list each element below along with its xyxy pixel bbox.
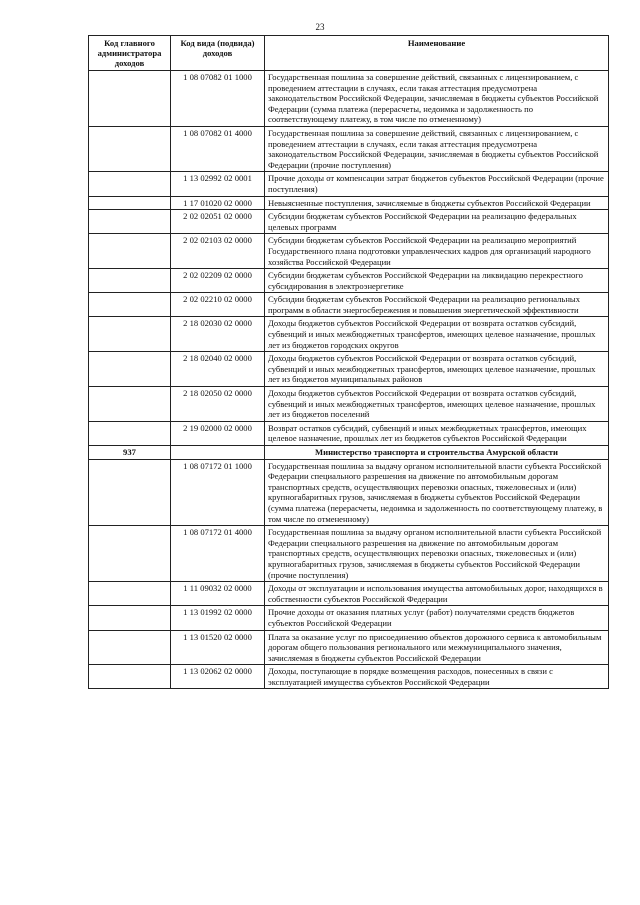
name-cell: Субсидии бюджетам субъектов Российской Федерации на ликвидацию перекрестного субсидирования в электроэнергетике	[265, 269, 609, 293]
table-row	[89, 317, 609, 352]
income-code-cell: 1 08 07172 01 1000	[171, 459, 265, 526]
name-cell: Государственная пошлина за совершение действий, связанных с лицензированием, с проведением аттестации в случаях, если такая аттестация предусмотрена законодательством Российской Федерации, зачисляемая в бюджеты субъектов Российской Федерации (прочие поступления)	[265, 126, 609, 171]
income-code-cell: 1 13 01992 02 0000	[171, 606, 265, 630]
admin-code-cell	[89, 293, 171, 317]
admin-code-cell	[89, 126, 171, 171]
admin-code-cell	[89, 526, 171, 582]
admin-code-cell	[89, 630, 171, 665]
income-code-cell: 2 18 02030 02 0000	[171, 317, 265, 352]
income-code-cell: 1 13 02992 02 0001	[171, 172, 265, 196]
name-cell: Доходы от эксплуатации и использования имущества автомобильных дорог, находящихся в собственности субъектов Российской Федерации	[265, 582, 609, 606]
table-row	[89, 352, 609, 387]
income-code-cell: 1 13 01520 02 0000	[171, 630, 265, 665]
income-code-cell	[171, 446, 265, 460]
name-cell: Доходы бюджетов субъектов Российской Федерации от возврата остатков субсидий, субвенций и иных межбюджетных трансфертов, имеющих целевое назначение, прошлых лет из бюджетов городских округов	[265, 317, 609, 352]
name-cell: Субсидии бюджетам субъектов Российской Федерации на реализацию региональных программ в области энергосбережения и повышения энергетической эффективности	[265, 293, 609, 317]
admin-code-cell	[89, 582, 171, 606]
name-cell: Возврат остатков субсидий, субвенций и иных межбюджетных трансфертов, имеющих целевое назначение, прошлых лет из бюджетов субъектов Российской Федерации	[265, 421, 609, 445]
admin-code-cell	[89, 196, 171, 210]
table-row	[89, 459, 609, 526]
admin-code-cell	[89, 71, 171, 127]
table-row	[89, 71, 609, 127]
table-row	[89, 234, 609, 269]
income-code-cell: 2 19 02000 02 0000	[171, 421, 265, 445]
admin-code-cell	[89, 269, 171, 293]
admin-code-cell	[89, 234, 171, 269]
page-number: 23	[315, 22, 325, 32]
income-code-cell: 2 18 02050 02 0000	[171, 387, 265, 422]
income-code-cell: 2 02 02051 02 0000	[171, 210, 265, 234]
admin-code-cell	[89, 387, 171, 422]
admin-code-cell	[89, 459, 171, 526]
income-code-cell: 1 08 07082 01 4000	[171, 126, 265, 171]
table-row	[89, 293, 609, 317]
income-code-cell: 1 08 07082 01 1000	[171, 71, 265, 127]
header-admin-code: Код главного администратора доходов	[89, 36, 171, 71]
name-cell: Прочие доходы от оказания платных услуг (работ) получателями средств бюджетов субъектов Российской Федерации	[265, 606, 609, 630]
table-row	[89, 210, 609, 234]
header-income-code: Код вида (подвида) доходов	[171, 36, 265, 71]
name-cell: Государственная пошлина за выдачу органом исполнительной власти субъекта Российской Федерации специального разрешения на движение по автомобильным дорогам транспортных средств, осуществляющих перевозки опасных, тяжеловесных и (или) крупногабаритных грузов, зачисляемая в бюджеты субъектов Российской Федерации (прочие поступления)	[265, 526, 609, 582]
name-cell: Субсидии бюджетам субъектов Российской Федерации на реализацию федеральных целевых программ	[265, 210, 609, 234]
name-cell: Доходы, поступающие в порядке возмещения расходов, понесенных в связи с эксплуатацией имущества субъектов Российской Федерации	[265, 665, 609, 689]
admin-code-cell	[89, 665, 171, 689]
table-row	[89, 630, 609, 665]
admin-code-cell: 937	[89, 446, 171, 460]
income-code-cell: 2 18 02040 02 0000	[171, 352, 265, 387]
table-row	[89, 172, 609, 196]
table-body	[89, 71, 609, 689]
income-code-cell: 1 17 01020 02 0000	[171, 196, 265, 210]
name-cell: Субсидии бюджетам субъектов Российской Федерации на реализацию мероприятий Государственного плана подготовки управленческих кадров для организаций народного хозяйства Российской Федерации	[265, 234, 609, 269]
admin-code-cell	[89, 172, 171, 196]
name-cell: Государственная пошлина за совершение действий, связанных с лицензированием, с проведением аттестации в случаях, если такая аттестация предусмотрена законодательством Российской Федерации, зачисляемая в бюджеты субъектов Российской Федерации (сумма платежа (перерасчеты, недоимка и задолженность по соответствующему платежу, в том числе по отмененному)	[265, 71, 609, 127]
admin-code-cell	[89, 606, 171, 630]
name-cell: Невыясненные поступления, зачисляемые в бюджеты субъектов Российской Федерации	[265, 196, 609, 210]
table-row	[89, 665, 609, 689]
header-name: Наименование	[265, 36, 609, 71]
income-code-cell: 1 08 07172 01 4000	[171, 526, 265, 582]
income-code-cell: 1 11 09032 02 0000	[171, 582, 265, 606]
admin-code-cell	[89, 317, 171, 352]
name-cell: Плата за оказание услуг по присоединению объектов дорожного сервиса к автомобильным дорогам общего пользования регионального или межмуниципального значения, зачисляемая в бюджеты субъектов Российской Федерации	[265, 630, 609, 665]
income-code-cell: 2 02 02103 02 0000	[171, 234, 265, 269]
name-cell: Министерство транспорта и строительства Амурской области	[265, 446, 609, 460]
income-codes-table	[88, 35, 609, 689]
admin-code-cell	[89, 210, 171, 234]
name-cell: Доходы бюджетов субъектов Российской Федерации от возврата остатков субсидий, субвенций и иных межбюджетных трансфертов, имеющих целевое назначение, прошлых лет из бюджетов поселений	[265, 387, 609, 422]
table-row	[89, 582, 609, 606]
table-row	[89, 526, 609, 582]
income-code-cell: 2 02 02210 02 0000	[171, 293, 265, 317]
income-code-cell: 2 02 02209 02 0000	[171, 269, 265, 293]
table-row	[89, 421, 609, 445]
administrator-row	[89, 446, 609, 460]
table-row	[89, 606, 609, 630]
name-cell: Государственная пошлина за выдачу органом исполнительной власти субъекта Российской Федерации специального разрешения на движение по автомобильным дорогам транспортных средств, осуществляющих перевозки опасных, тяжеловесных и (или) крупногабаритных грузов, зачисляемая в бюджеты субъектов Российской Федерации (сумма платежа (перерасчеты, недоимка и задолженность по соответствующему платежу, в том числе по отмененному)	[265, 459, 609, 526]
name-cell: Доходы бюджетов субъектов Российской Федерации от возврата остатков субсидий, субвенций и иных межбюджетных трансфертов, имеющих целевое назначение, прошлых лет из бюджетов муниципальных районов	[265, 352, 609, 387]
admin-code-cell	[89, 352, 171, 387]
admin-code-cell	[89, 421, 171, 445]
table-row	[89, 126, 609, 171]
table-row	[89, 387, 609, 422]
table-row	[89, 196, 609, 210]
table-header-row	[89, 36, 609, 71]
name-cell: Прочие доходы от компенсации затрат бюджетов субъектов Российской Федерации (прочие поступления)	[265, 172, 609, 196]
income-code-cell: 1 13 02062 02 0000	[171, 665, 265, 689]
table-row	[89, 269, 609, 293]
